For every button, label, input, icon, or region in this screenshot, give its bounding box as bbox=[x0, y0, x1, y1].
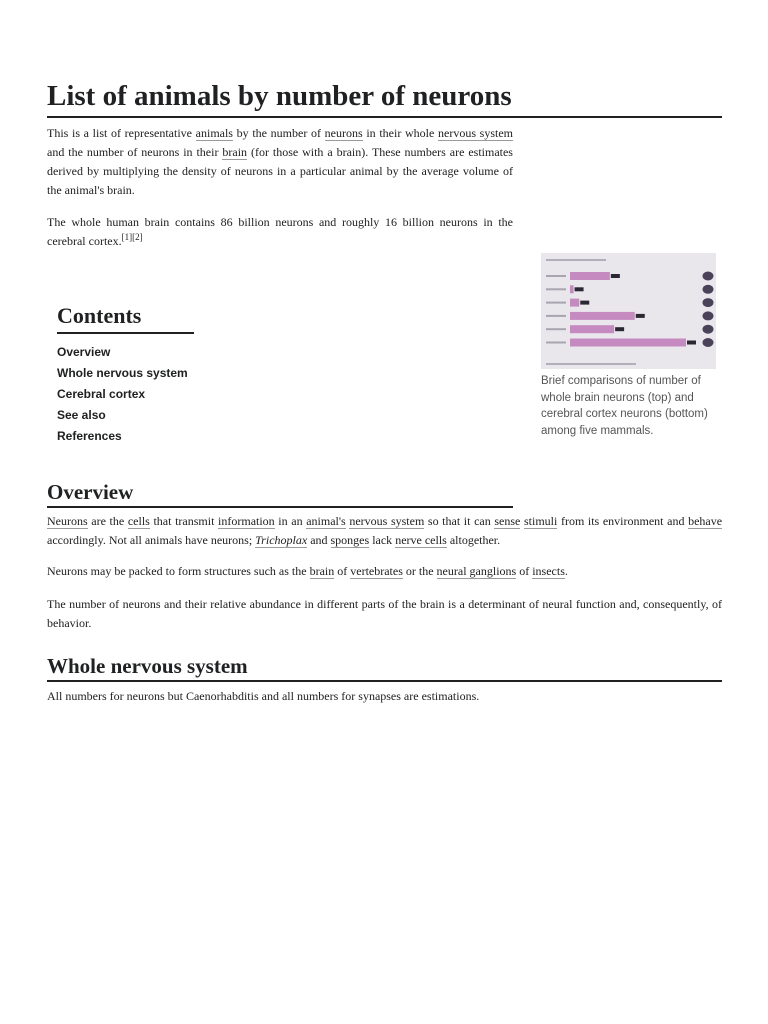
text: accordingly. Not all animals have neurons; bbox=[47, 533, 256, 547]
chart-text-placeholder bbox=[546, 363, 636, 365]
text: and bbox=[307, 533, 331, 547]
value-tag bbox=[580, 301, 589, 305]
category-label-placeholder bbox=[546, 302, 566, 304]
chart-text-placeholder bbox=[546, 259, 606, 261]
text: are the bbox=[87, 514, 128, 528]
toc-item-cerebral-cortex[interactable]: Cerebral cortex bbox=[57, 387, 146, 401]
animal-silhouette-icon bbox=[703, 325, 714, 334]
link-neurons[interactable]: Neurons bbox=[47, 514, 88, 528]
value-tag bbox=[575, 287, 584, 291]
text: in an bbox=[274, 514, 307, 528]
link-brain[interactable]: brain bbox=[222, 145, 248, 159]
link-nervous-system[interactable]: nervous system bbox=[349, 514, 425, 528]
category-label-placeholder bbox=[546, 288, 566, 290]
chart-bar bbox=[570, 285, 574, 293]
link-neurons[interactable]: neurons bbox=[324, 126, 363, 140]
text: of bbox=[516, 564, 533, 578]
chart-thumbnail[interactable] bbox=[541, 253, 716, 369]
figure bbox=[541, 253, 716, 439]
value-tag bbox=[611, 274, 620, 278]
page-title: List of animals by number of neurons bbox=[47, 78, 722, 118]
chart-bar bbox=[570, 312, 635, 320]
text: in their whole bbox=[362, 126, 438, 140]
value-tag bbox=[687, 341, 696, 345]
text: The whole human brain contains 86 billion neurons and roughly 16 billion neurons in the cerebral cortex. bbox=[47, 215, 513, 248]
link-sense[interactable]: sense bbox=[494, 514, 521, 528]
chart-bar bbox=[570, 272, 610, 280]
text: so that it can bbox=[424, 514, 495, 528]
chart-bar bbox=[570, 339, 686, 347]
text: or the bbox=[402, 564, 437, 578]
section-title-overview: Overview bbox=[47, 479, 513, 508]
text: lack bbox=[369, 533, 396, 547]
intro-paragraph-2 bbox=[47, 213, 513, 251]
overview-paragraph-1 bbox=[47, 512, 722, 550]
link-brain[interactable]: brain bbox=[309, 564, 335, 578]
text: . bbox=[564, 564, 568, 578]
link-neural-ganglions[interactable]: neural ganglions bbox=[436, 564, 517, 578]
link-behave[interactable]: behave bbox=[688, 514, 723, 528]
intro-paragraph bbox=[47, 124, 513, 200]
text: Neurons may be packed to form structures such as the bbox=[47, 564, 310, 578]
toc-item-overview[interactable]: Overview bbox=[57, 345, 111, 359]
text: and the number of neurons in their bbox=[47, 145, 223, 159]
section-title-whole-nervous-system: Whole nervous system bbox=[47, 653, 722, 682]
chart-bar bbox=[570, 325, 614, 333]
animal-silhouette-icon bbox=[703, 285, 714, 294]
toc-item-see-also[interactable]: See also bbox=[57, 408, 106, 422]
text: from its environment and bbox=[557, 514, 689, 528]
value-tag bbox=[636, 314, 645, 318]
link-trichoplax[interactable]: Trichoplax bbox=[255, 533, 308, 547]
link-cells[interactable]: cells bbox=[127, 514, 150, 528]
text: (for those with a brain). These numbers are estimates derived by multiplying the density of neurons in a particular animal by the average volume of the animal's brain. bbox=[47, 145, 513, 197]
bars bbox=[546, 259, 696, 365]
animal-silhouette-icon bbox=[703, 272, 714, 281]
toc-item-whole-nervous-system[interactable]: Whole nervous system bbox=[57, 366, 188, 380]
value-tag bbox=[615, 327, 624, 331]
link-sponges[interactable]: sponges bbox=[330, 533, 370, 547]
toc-title: Contents bbox=[57, 303, 194, 334]
chart-bar bbox=[570, 299, 579, 307]
link-animals[interactable]: animal's bbox=[306, 514, 346, 528]
link-nervous-system[interactable]: nervous system bbox=[438, 126, 513, 140]
text: altogether. bbox=[446, 533, 501, 547]
category-label-placeholder bbox=[546, 328, 566, 330]
category-label-placeholder bbox=[546, 315, 566, 317]
neuron-bar-chart bbox=[541, 253, 716, 369]
text: that transmit bbox=[149, 514, 219, 528]
category-label-placeholder bbox=[546, 342, 566, 344]
link-information[interactable]: information bbox=[218, 514, 275, 528]
link-animals[interactable]: animals bbox=[195, 126, 233, 140]
animal-silhouette-icon bbox=[703, 298, 714, 307]
overview-paragraph-2 bbox=[47, 562, 722, 581]
table-of-contents bbox=[57, 303, 257, 447]
toc-item-references[interactable]: References bbox=[57, 429, 122, 443]
citation-link[interactable]: [1][2] bbox=[121, 232, 143, 242]
animal-silhouette-icon bbox=[703, 311, 714, 320]
link-nerve-cells[interactable]: nerve cells bbox=[395, 533, 447, 547]
link-insects[interactable]: insects bbox=[532, 564, 565, 578]
text: This is a list of representative bbox=[47, 126, 196, 140]
text: by the number of bbox=[232, 126, 325, 140]
text: of bbox=[334, 564, 351, 578]
overview-paragraph-3: The number of neurons and their relative abundance in different parts of the brain is a determinant of neural function and, consequently, of behavior. bbox=[47, 597, 722, 630]
category-label-placeholder bbox=[546, 275, 566, 277]
figure-caption: Brief comparisons of number of whole brain neurons (top) and cerebral cortex neurons (bottom) among five mammals. bbox=[541, 375, 708, 437]
link-vertebrates[interactable]: vertebrates bbox=[350, 564, 403, 578]
toc-list bbox=[57, 342, 257, 447]
animal-silhouettes bbox=[703, 272, 714, 348]
whole-nervous-system-paragraph: All numbers for neurons but Caenorhabditis and all numbers for synapses are estimations. bbox=[47, 689, 480, 703]
link-stimuli[interactable]: stimuli bbox=[523, 514, 558, 528]
animal-silhouette-icon bbox=[703, 338, 714, 347]
